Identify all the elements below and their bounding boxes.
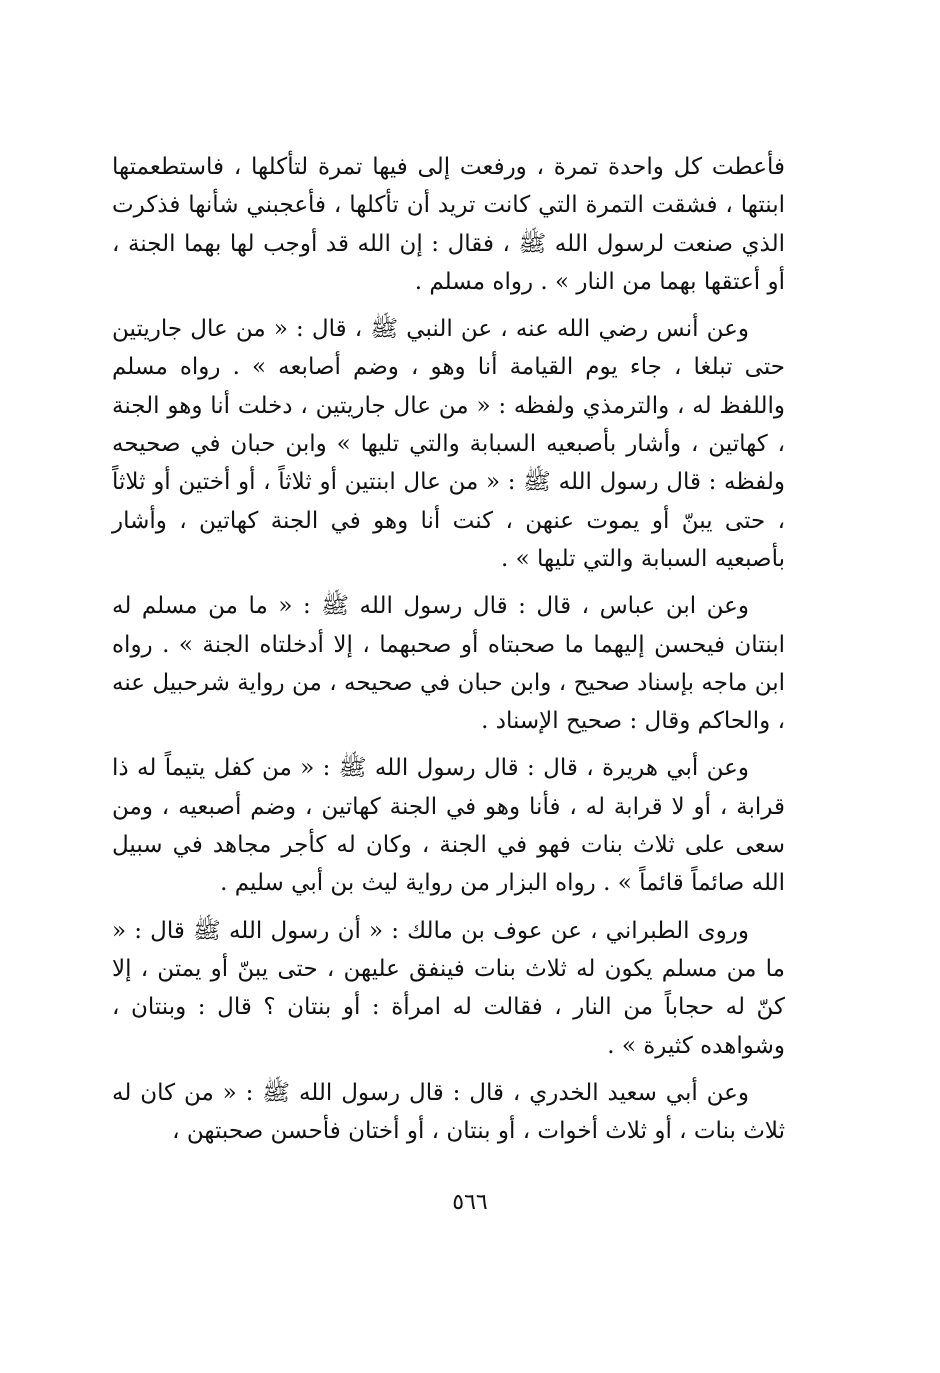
body-text <box>112 148 785 1159</box>
paragraph-1: فأعطت كل واحدة تمرة ، ورفعت إلى فيها تمرة لتأكلها ، فاستطعمتها ابنتها ، فشقت التمرة التي كانت تريد أن تأكلها ، فأعجبني شأنها فذكرت الذي صنعت لرسول الله ﷺ ، فقال : إن الله قد أوجب لها بهما الجنة ، أو أعتقها بهما من النار » . رواه مسلم . <box>112 154 785 295</box>
page-number: ٥٦٦ <box>452 1190 488 1215</box>
paragraph-4: وعن أبي هريرة ، قال : قال رسول الله ﷺ : « من كفل يتيماً له ذا قرابة ، أو لا قرابة له ، فأنا وهو في الجنة كهاتين ، وضم أصبعيه ، ومن سعى على ثلاث بنات فهو في الجنة ، وكان له كأجر مجاهد في سبيل الله صائماً قائماً » . رواه البزار من رواية ليث بن أبي سليم . <box>112 755 785 897</box>
paragraph-6: وعن أبي سعيد الخدري ، قال : قال رسول الله ﷺ : « من كان له ثلاث بنات ، أو ثلاث أخوات ، أو بنتان ، أو أختان فأحسن صحبتهن ، <box>112 1079 785 1145</box>
paragraph-2: وعن أنس رضي الله عنه ، عن النبي ﷺ ، قال : « من عال جاريتين حتى تبلغا ، جاء يوم القيامة أنا وهو ، وضم أصابعه » . رواه مسلم واللفظ له ، والترمذي ولفظه : « من عال جاريتين ، دخلت أنا وهو الجنة ، كهاتين ، وأشار بأصبعيه السبابة والتي تليها » وابن حبان في صحيحه ولفظه : قال رسول الله ﷺ : « من عال ابنتين أو ثلاثاً ، أو أختين أو ثلاثاً ، حتى يبنّ أو يموت عنهن ، كنت أنا وهو في الجنة كهاتين ، وأشار بأصبعيه السبابة والتي تليها » . <box>112 316 785 572</box>
paragraph-5: وروى الطبراني ، عن عوف بن مالك : « أن رسول الله ﷺ قال : « ما من مسلم يكون له ثلاث بنات فينفق عليهن ، حتى يبنّ أو يمتن ، إلا كنّ له حجاباً من النار ، فقالت له امرأة : أو بنتان ؟ قال : وبنتان ، وشواهده كثيرة » . <box>112 917 785 1059</box>
paragraph-3: وعن ابن عباس ، قال : قال رسول الله ﷺ : « ما من مسلم له ابنتان فيحسن إليهما ما صحبتاه أو صحبهما ، إلا أدخلتاه الجنة » . رواه ابن ماجه بإسناد صحيح ، وابن حبان في صحيحه ، من رواية شرحبيل عنه ، والحاكم وقال : صحيح الإسناد . <box>112 593 785 735</box>
